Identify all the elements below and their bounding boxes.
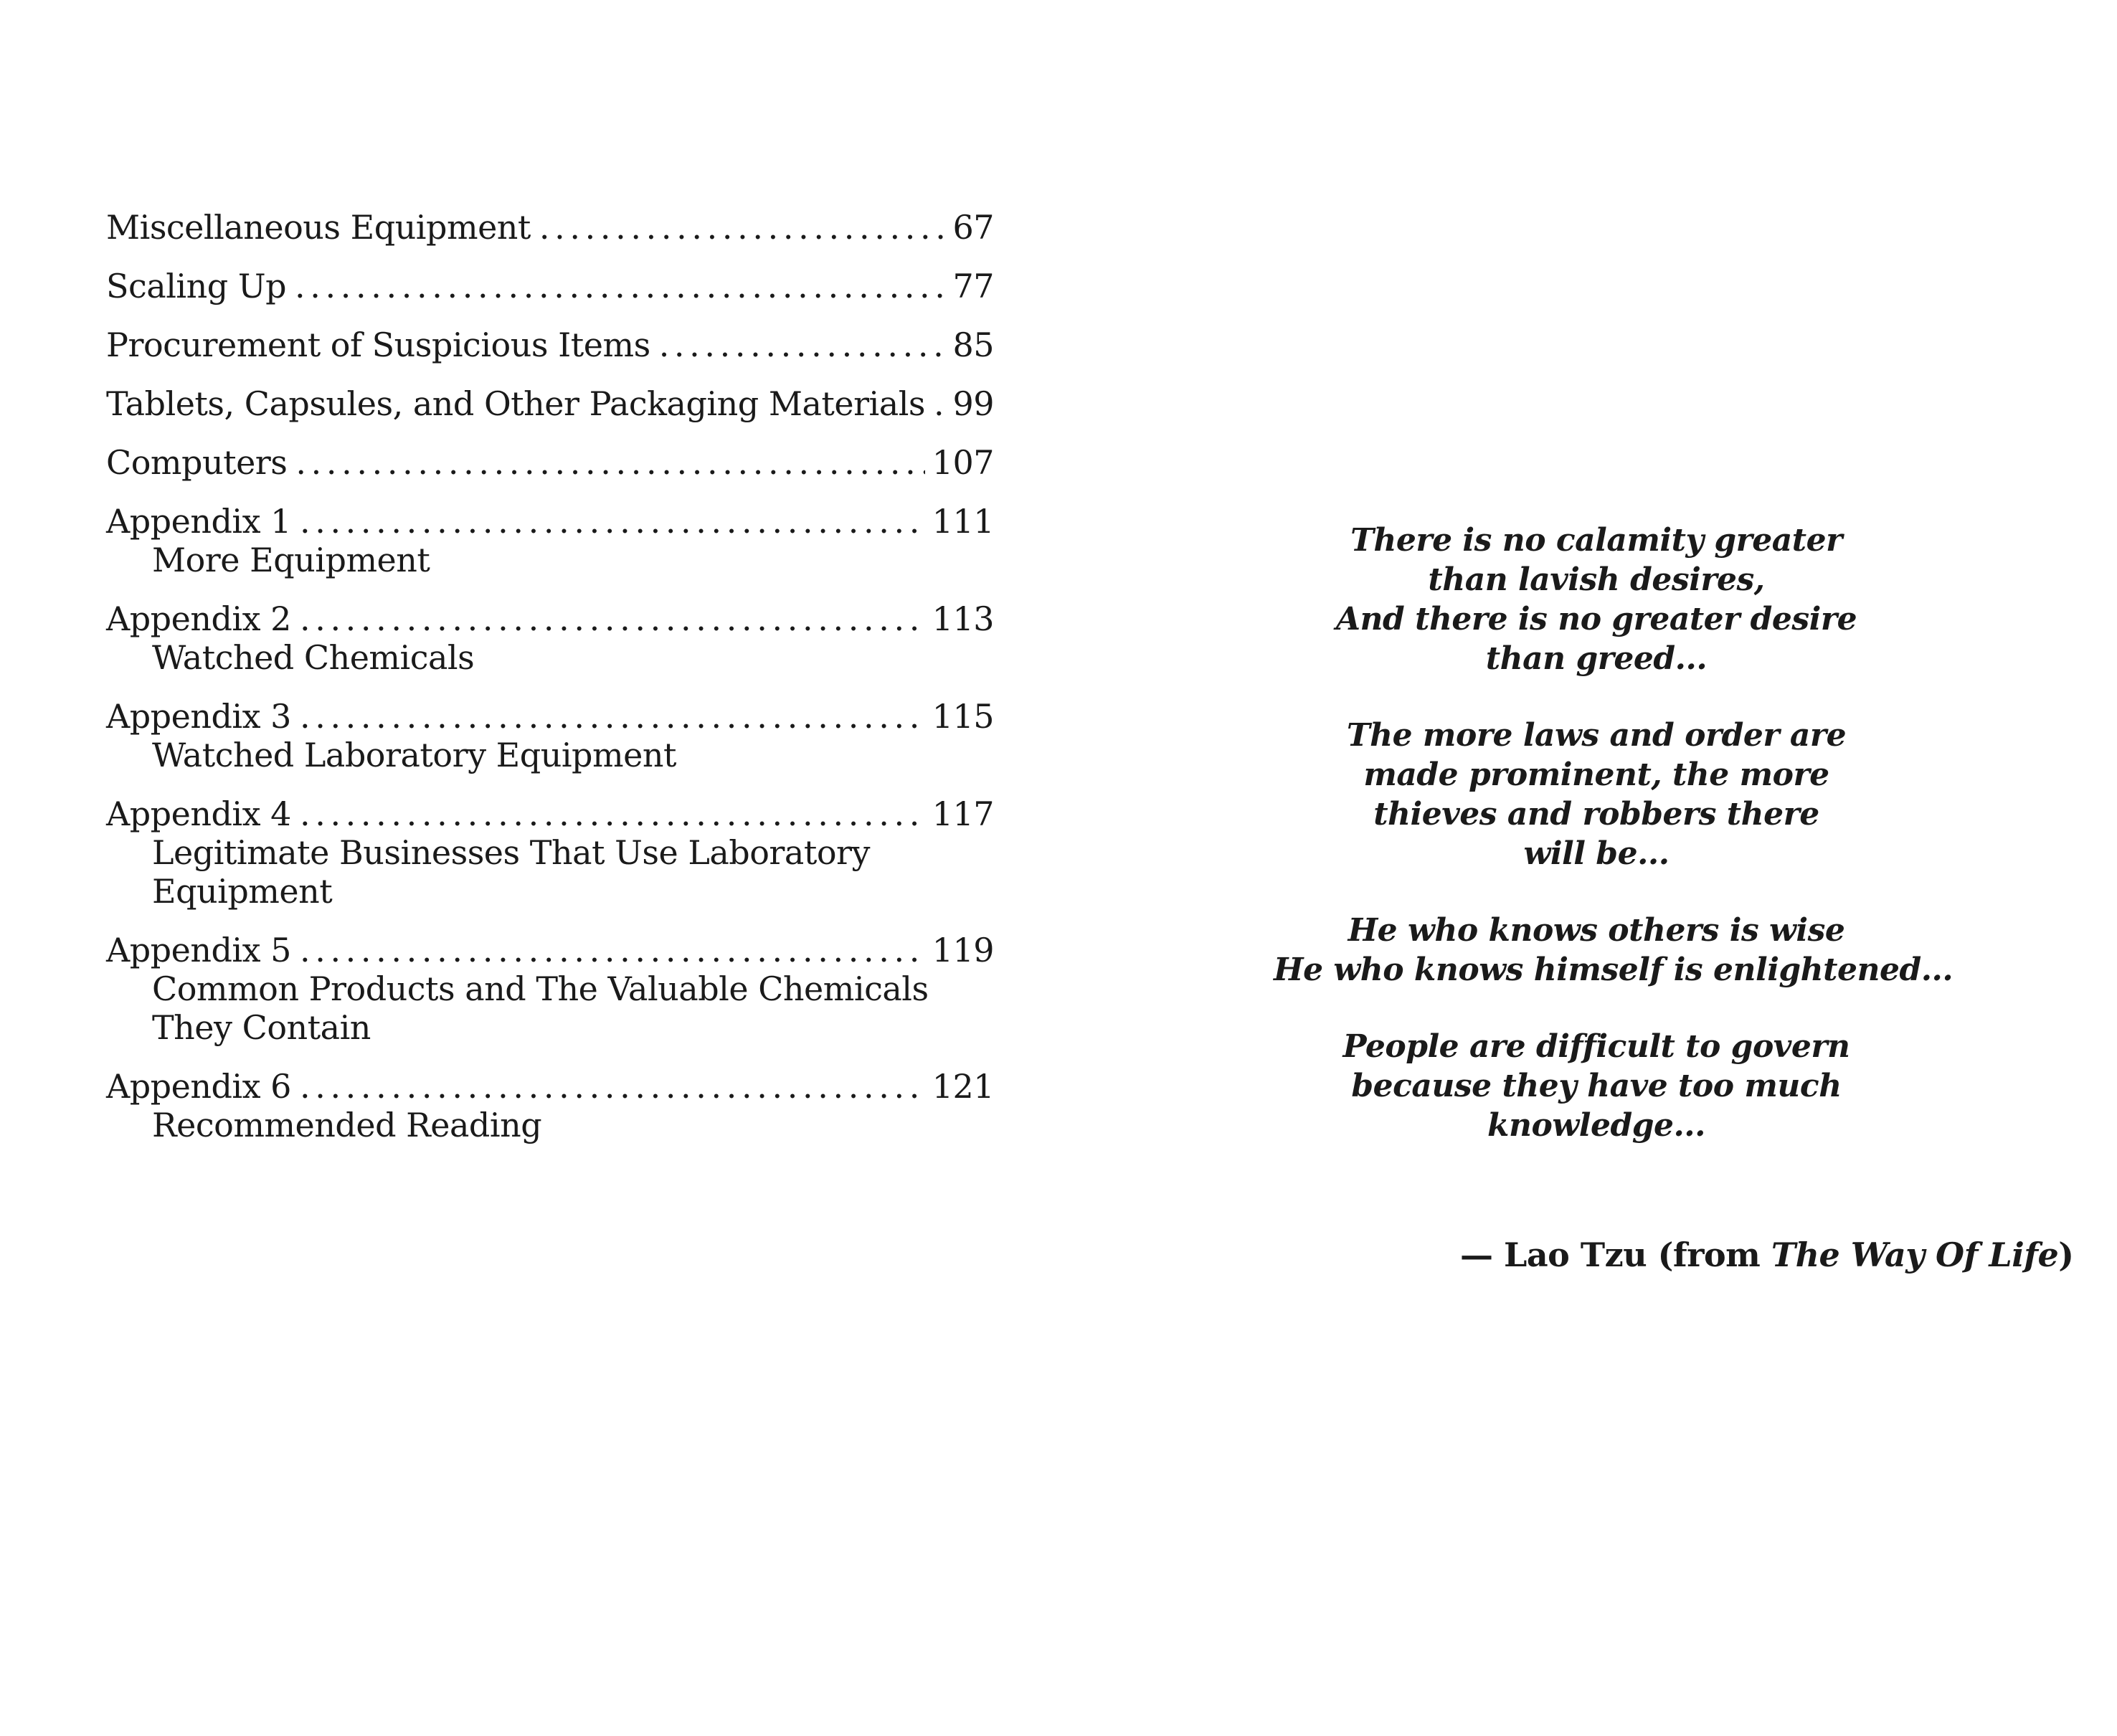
toc-entry-line (106, 697, 994, 736)
toc-entry-page-number: 113 (932, 599, 994, 638)
toc-entry-title: Tablets, Capsules, and Other Packaging Materials (106, 384, 926, 423)
epigraph-line: knowledge... (1487, 1107, 1705, 1144)
toc-entry-title: Appendix 2 (106, 599, 291, 638)
attribution-work-title: The Way Of Life (1771, 1235, 2059, 1274)
epigraph-line: People are difficult to govern (1342, 1028, 1850, 1065)
epigraph-line: will be... (1523, 835, 1670, 872)
toc-entry-subtitle: More Equipment (152, 541, 430, 579)
toc-entry-title: Scaling Up (106, 267, 287, 305)
toc-entry-subtitle: Common Products and The Valuable Chemicals They Contain (152, 969, 929, 1047)
toc-entry-line (106, 795, 994, 833)
toc-entry-line (106, 443, 994, 482)
toc-entry-title: Procurement of Suspicious Items (106, 326, 650, 364)
epigraph-line: made prominent, the more (1363, 756, 1829, 793)
epigraph-stanza (1274, 716, 1919, 873)
toc-entry-line (106, 931, 994, 969)
epigraph-stanza (1274, 911, 1953, 990)
epigraph-attribution (1460, 1235, 2074, 1275)
epigraph-line: There is no calamity greater (1350, 522, 1842, 559)
toc-entry-subtitle: Recommended Reading (152, 1106, 542, 1144)
toc-dot-leader (300, 795, 925, 833)
toc-entry (106, 931, 994, 1047)
epigraph-line: And there is no greater desire (1335, 601, 1857, 637)
epigraph-line: than greed... (1485, 640, 1708, 677)
toc-entry-title: Appendix 3 (106, 697, 291, 736)
toc-entry-title: Computers (106, 443, 288, 482)
attribution-suffix: ) (2058, 1235, 2074, 1274)
toc-entry (106, 443, 994, 482)
toc-entry-page-number: 85 (952, 326, 994, 364)
toc-entry-page-number: 99 (952, 384, 994, 423)
epigraph-line: The more laws and order are (1346, 717, 1847, 754)
toc-entry-page-number: 111 (932, 502, 994, 541)
toc-entry-title: Appendix 5 (106, 931, 291, 969)
toc-entry-subtitle: Watched Chemicals (152, 638, 475, 677)
toc-dot-leader (300, 502, 925, 541)
toc-entry-page-number: 121 (932, 1067, 994, 1106)
toc-dot-leader (300, 1067, 925, 1106)
toc-dot-leader (295, 267, 945, 305)
epigraph-line: thieves and robbers there (1373, 796, 1819, 833)
toc-entry-title: Miscellaneous Equipment (106, 208, 531, 247)
toc-entry (106, 795, 994, 911)
attribution-prefix: — Lao Tzu (from (1460, 1235, 1771, 1274)
epigraph (1274, 521, 1953, 1182)
epigraph-stanza (1274, 1027, 1919, 1145)
toc-dot-leader (934, 384, 945, 423)
toc-entry-title: Appendix 1 (106, 502, 291, 541)
toc-entry-page-number: 77 (952, 267, 994, 305)
toc-entry-subtitle: Legitimate Businesses That Use Laboratory Equipment (152, 833, 871, 911)
right-page (1058, 0, 2117, 1736)
toc-entry (106, 208, 994, 247)
epigraph-line: He who knows others is wise (1348, 912, 1845, 949)
epigraph-line: than lavish desires, (1428, 561, 1765, 598)
toc-entry (106, 384, 994, 423)
toc-dot-leader (295, 443, 924, 482)
toc-entry-title: Appendix 6 (106, 1067, 291, 1106)
left-page (0, 0, 1058, 1736)
toc-entry-line (106, 326, 994, 364)
toc-entry-line (106, 267, 994, 305)
toc-entry-line (106, 599, 994, 638)
toc-entry-page-number: 117 (932, 795, 994, 833)
toc-entry (106, 267, 994, 305)
epigraph-line: because they have too much (1351, 1068, 1842, 1104)
toc-entry-line (106, 384, 994, 423)
toc-entry-page-number: 107 (932, 443, 994, 482)
toc-entry-subtitle: Watched Laboratory Equipment (152, 736, 676, 774)
toc-entry-title: Appendix 4 (106, 795, 291, 833)
table-of-contents (106, 208, 994, 1165)
toc-dot-leader (300, 697, 925, 736)
toc-entry-line (106, 1067, 994, 1106)
toc-entry-page-number: 115 (932, 697, 994, 736)
toc-entry-line (106, 502, 994, 541)
toc-entry (106, 599, 994, 677)
toc-dot-leader (659, 326, 946, 364)
toc-entry (106, 1067, 994, 1144)
toc-entry (106, 326, 994, 364)
toc-entry-page-number: 67 (952, 208, 994, 247)
toc-dot-leader (300, 599, 925, 638)
epigraph-line: He who knows himself is enlightened... (1274, 952, 1953, 988)
toc-entry (106, 502, 994, 579)
toc-entry-page-number: 119 (932, 931, 994, 969)
epigraph-stanza (1274, 521, 1919, 678)
toc-dot-leader (300, 931, 925, 969)
toc-entry-line (106, 208, 994, 247)
toc-entry (106, 697, 994, 774)
toc-dot-leader (539, 208, 946, 247)
